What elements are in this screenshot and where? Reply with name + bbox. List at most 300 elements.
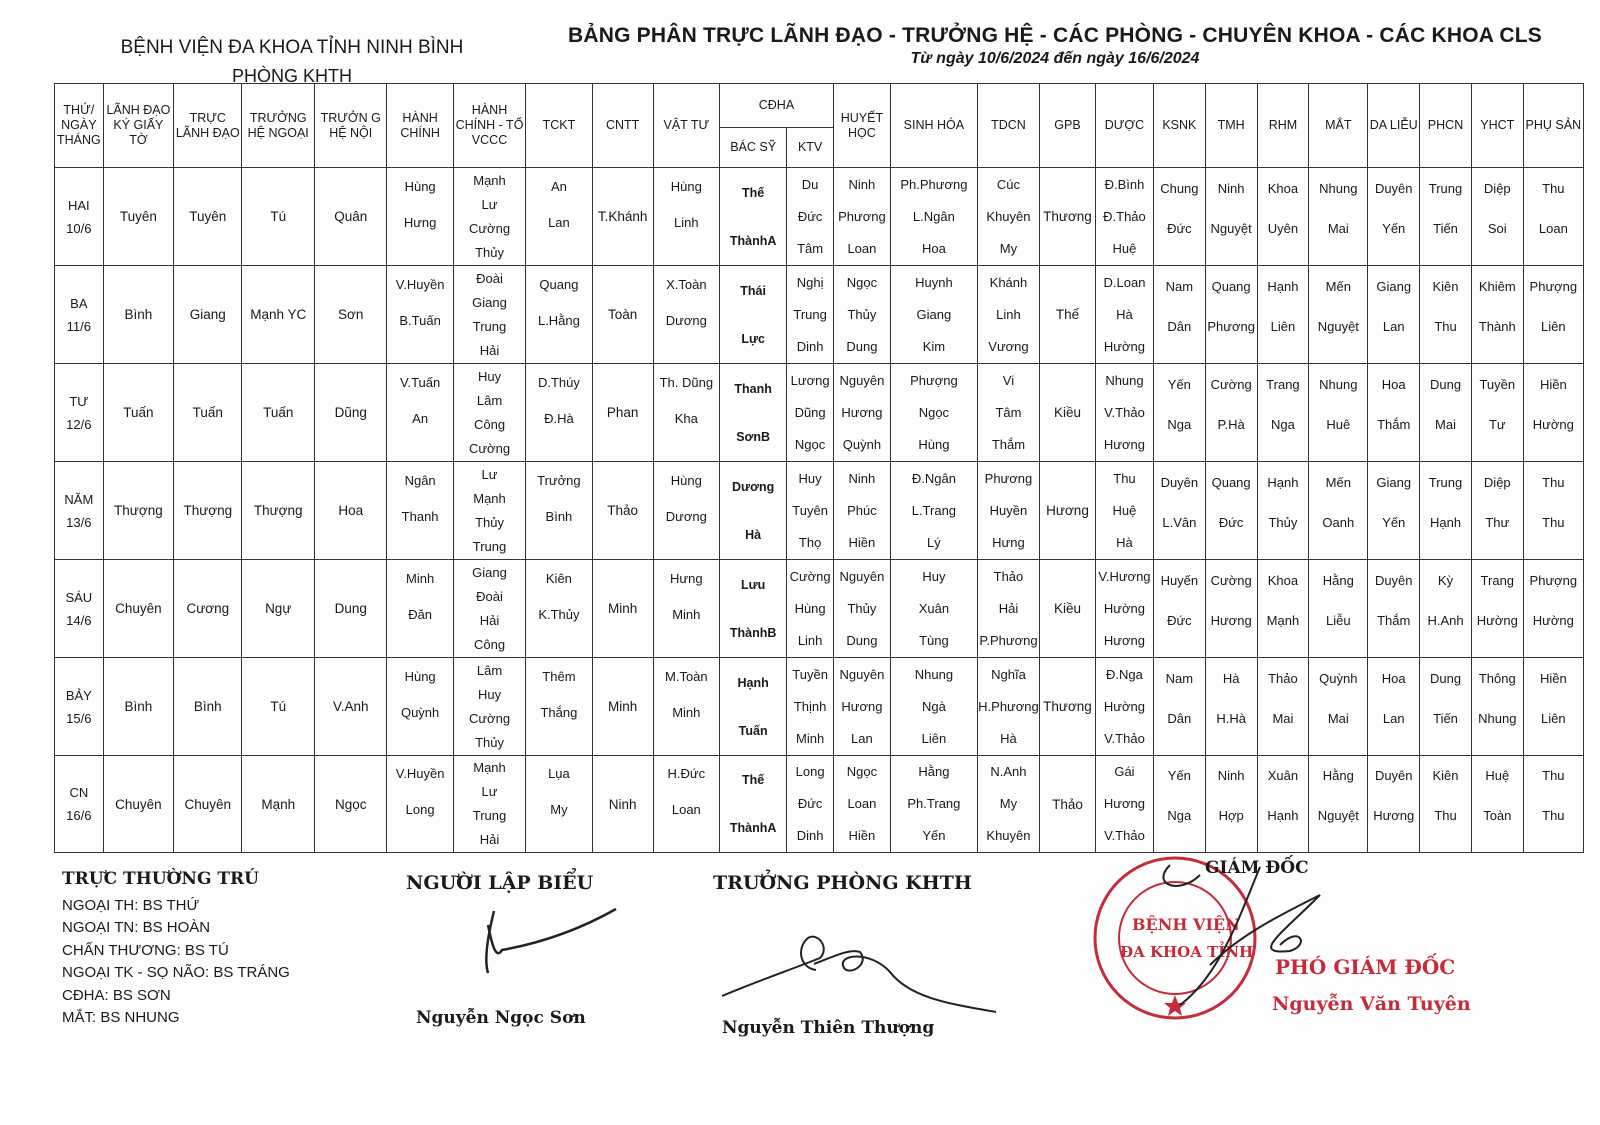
cell-day-name: CN [69,785,89,800]
cell-hanh_chinh_vccc-entry: Giang [472,294,507,310]
cell-cdha_bs-entry: Dương [732,479,775,494]
cell-mat [1309,364,1368,462]
cell-rhm [1257,168,1309,266]
cell-da_lieu [1368,756,1420,853]
cell-hanh_chinh-entry: B.Tuấn [399,312,441,328]
cell-mat-entry: Quỳnh [1319,670,1358,686]
cell-ksnk-entry: Đức [1167,612,1192,628]
cell-tckt-entry: Thêm [542,668,576,684]
cell-tdcn-entry: Huyền [989,502,1028,518]
cell-yhct-entry: Hường [1476,612,1518,628]
cell-hanh_chinh_vccc-entry: Hải [479,612,500,628]
cell-tmh-entry: H.Hà [1216,710,1246,726]
cell-phcn-entry: Kiên [1432,768,1459,783]
cell-truong_he_ngoai: Tú [242,168,315,266]
cell-tdcn-entry: My [999,240,1018,256]
cell-duoc-entry: Đ.Thảo [1103,208,1146,224]
cell-cntt: Toàn [592,266,653,364]
cell-da_lieu-entry: Yến [1382,220,1406,236]
cell-huyet_hoc-entry: Loan [847,796,877,811]
cell-tckt-entry: Lụa [548,766,570,781]
cell-ksnk-entry: Yến [1167,768,1191,783]
cell-mat-entry: Liễu [1326,612,1351,628]
cell-cdha_ktv-entry: Tâm [797,240,824,256]
cell-cdha_ktv-entry: Du [801,176,819,192]
department-head-title: TRƯỞNG PHÒNG KHTH [713,872,972,894]
cell-tmh-entry: Ninh [1217,180,1245,196]
cell-hanh_chinh_vccc-entry: Giang [472,564,507,580]
cell-rhm-entry: Hạnh [1267,278,1299,294]
cell-tdcn [977,168,1039,266]
cell-vat_tu-entry: Minh [672,704,701,720]
cell-huyet_hoc-entry: Ninh [848,176,876,192]
cell-tmh-entry: Cường [1210,572,1252,588]
cell-tckt [526,756,592,853]
cell-yhct [1471,266,1523,364]
cell-duoc [1095,364,1153,462]
cell-sinh_hoa-entry: Giang [916,306,952,322]
cell-huyet_hoc-entry: Hương [841,404,883,420]
cell-sinh_hoa-entry: Đ.Ngân [911,470,956,486]
cell-hanh_chinh_vccc-entry: Công [473,416,506,432]
table-row [55,560,1584,658]
table-row [55,658,1584,756]
cell-cdha_ktv-entry: Huy [798,470,822,486]
resident-duty-line: CĐHA: BS SƠN [62,986,171,1004]
cell-cdha_ktv [787,364,834,462]
cell-cdha_bs-entry: Thái [740,283,766,298]
cell-phcn-entry: Trung [1428,474,1463,490]
resident-duty-line: NGOẠI TK - SỌ NÃO: BS TRÁNG [62,964,290,981]
cell-da_lieu-entry: Hoa [1381,670,1406,686]
cell-tckt-entry: An [550,178,567,194]
cell-hanh_chinh_vccc-entry: Cường [468,710,511,726]
cell-phcn [1420,364,1472,462]
cell-rhm-entry: Thảo [1268,670,1298,686]
cell-ksnk-entry: Nam [1165,278,1194,294]
cell-rhm [1257,658,1309,756]
cell-yhct-entry: Diệp [1483,180,1511,196]
col-header-sinh-hoa: SINH HÓA [890,84,977,168]
cell-da_lieu [1368,560,1420,658]
cell-day-name: SÁU [65,589,93,605]
cell-yhct [1471,658,1523,756]
cell-phu_san [1523,462,1583,560]
cell-rhm [1257,756,1309,853]
cell-cdha_bs-entry: ThànhA [729,821,777,835]
cell-tdcn-entry: Hải [998,600,1019,616]
cell-hanh_chinh-entry: V.Huyền [395,766,445,781]
cell-day [55,168,104,266]
cell-duoc [1095,266,1153,364]
cell-da_lieu-entry: Lan [1382,710,1405,726]
cell-huyet_hoc [833,756,890,853]
cell-ksnk [1153,756,1205,853]
cell-ksnk-entry: Dân [1167,318,1192,334]
cell-hanh_chinh-entry: Đăn [408,606,433,622]
cell-hanh_chinh_vccc [453,364,526,462]
cell-sinh_hoa-entry: Phượng [910,372,958,388]
stamp-line-1: BỆNH VIỆN [1132,915,1240,934]
cell-da_lieu [1368,266,1420,364]
cell-vat_tu-entry: Loan [671,802,701,817]
cell-date: 13/6 [66,514,92,530]
cell-lanh_dao_ky: Tuyên [103,168,173,266]
cell-hanh_chinh-entry: Thanh [401,508,439,524]
cell-duoc-entry: Hà [1116,534,1133,550]
cell-cdha_ktv-entry: Cường [789,568,831,584]
cell-tmh-entry: Hà [1222,670,1240,686]
cell-yhct [1471,462,1523,560]
cell-da_lieu-entry: Lan [1382,318,1405,334]
hospital-header [92,34,492,90]
cell-phcn [1420,756,1472,853]
cell-cdha_bs-entry: SơnB [736,429,771,444]
cell-rhm-entry: Thủy [1268,514,1298,530]
cell-truc_lanh_dao: Tuấn [174,364,242,462]
cell-hanh_chinh_vccc-entry: Lư [481,466,498,482]
cell-phu_san-entry: Hường [1532,416,1574,432]
preparer-title: NGƯỜI LẬP BIỂU [406,872,594,894]
resident-duty-title: TRỰC THƯỜNG TRÚ [62,869,259,889]
cell-truong_he_ngoai: Mạnh [242,756,315,853]
cell-sinh_hoa-entry: Kim [922,338,946,354]
cell-yhct-entry: Trang [1480,572,1515,588]
department-name: PHÒNG KHTH [231,66,352,86]
cell-cdha_bs-entry: Thanh [734,381,772,396]
cell-cdha_bs [719,462,786,560]
cell-truong_he_noi: V.Anh [314,658,387,756]
col-header-vat-tu: VẬT TƯ [653,84,719,168]
cell-phu_san-entry: Liên [1541,318,1566,334]
cell-tmh-entry: Đức [1218,514,1244,530]
cell-da_lieu-entry: Thắm [1377,416,1411,432]
cell-tdcn-entry: P.Phương [979,632,1038,648]
cell-tdcn [977,658,1039,756]
cell-duoc-entry: Hà [1116,306,1133,322]
cell-tckt [526,168,592,266]
cell-cdha_ktv [787,756,834,853]
cell-sinh_hoa [890,462,977,560]
cell-sinh_hoa-entry: Liên [921,730,947,746]
cell-tdcn [977,462,1039,560]
cell-day [55,462,104,560]
cell-truong_he_ngoai: Mạnh YC [242,266,315,364]
cell-hanh_chinh_vccc-entry: Hải [479,832,500,847]
cell-yhct [1471,168,1523,266]
col-header-phcn: PHCN [1420,84,1472,168]
cell-hanh_chinh [387,266,453,364]
cell-ksnk [1153,560,1205,658]
cell-tckt [526,658,592,756]
col-header-cntt: CNTT [592,84,653,168]
cell-cntt: Minh [592,560,653,658]
cell-tmh-entry: Hương [1210,612,1252,628]
cell-ksnk-entry: Chung [1160,180,1199,196]
cell-sinh_hoa [890,560,977,658]
cell-da_lieu-entry: Giang [1376,278,1412,294]
cell-hanh_chinh [387,756,453,853]
cell-hanh_chinh_vccc [453,658,526,756]
cell-sinh_hoa [890,756,977,853]
cell-huyet_hoc-entry: Thủy [847,306,877,322]
cell-truc_lanh_dao: Tuyên [174,168,242,266]
cell-cdha_ktv [787,462,834,560]
col-header-cdha-ktv: KTV [787,128,834,168]
cell-da_lieu-entry: Hoa [1381,376,1406,392]
cell-mat-entry: Nguyệt [1317,808,1359,823]
cell-yhct-entry: Tuyền [1479,376,1516,392]
cell-cdha_bs [719,658,786,756]
cell-cdha_bs-entry: Hạnh [737,675,769,690]
cell-vat_tu [653,756,719,853]
cell-huyet_hoc [833,168,890,266]
schedule-body [55,168,1584,853]
cell-day-name: BẢY [65,687,92,703]
table-row [55,364,1584,462]
cell-cdha_ktv-entry: Long [795,764,825,779]
col-header-hanh-chinh-vccc: HÀNH CHÍNH - TỔ VCCC [453,84,526,168]
col-header-truong-he-ngoai: TRƯỞNG HỆ NGOẠI [242,84,315,168]
cell-vat_tu-entry: M.Toàn [665,668,708,684]
col-header-tdcn: TDCN [977,84,1039,168]
table-row [55,756,1584,853]
cell-phu_san [1523,560,1583,658]
cell-duoc-entry: V.Thảo [1104,404,1145,420]
cell-huyet_hoc-entry: Ngọc [846,764,878,779]
cell-hanh_chinh_vccc-entry: Huy [477,368,502,384]
col-header-hanh-chinh: HÀNH CHÍNH [387,84,453,168]
table-row [55,266,1584,364]
col-header-lanh-dao-ky: LÃNH ĐẠO KÝ GIẤY TỜ [103,84,173,168]
department-head-name: Nguyễn Thiên Thượng [722,1018,935,1038]
cell-tdcn [977,756,1039,853]
cell-phu_san-entry: Loan [1538,220,1568,236]
cell-vat_tu-entry: Th. Dũng [659,374,714,390]
resident-duty-line: MẮT: BS NHUNG [62,1009,180,1026]
cell-ksnk-entry: L.Vân [1162,514,1197,530]
cell-tckt [526,364,592,462]
cell-tdcn-entry: Khánh [989,274,1028,290]
cell-cdha_bs [719,266,786,364]
cell-truong_he_ngoai: Ngự [242,560,315,658]
cell-truong_he_noi: Ngọc [314,756,387,853]
cell-cdha_ktv-entry: Tuyền [792,666,828,682]
col-header-truong-he-noi: TRƯỞN G HỆ NỘI [314,84,387,168]
cell-cdha_bs [719,756,786,853]
cell-duoc-entry: Thu [1113,470,1136,486]
cell-duoc-entry: Đ.Nga [1106,666,1143,682]
cell-ksnk-entry: Duyên [1160,474,1199,490]
cell-date: 15/6 [66,710,92,726]
cell-sinh_hoa-entry: Huy [922,568,946,584]
cell-huyet_hoc-entry: Thủy [847,600,877,616]
cell-hanh_chinh-entry: Quỳnh [400,704,440,720]
cell-sinh_hoa-entry: Hoa [921,240,946,256]
cell-hanh_chinh_vccc-entry: Cường [468,440,511,456]
cell-cdha_bs-entry: Lực [741,331,765,346]
cell-rhm [1257,560,1309,658]
cell-rhm-entry: Nga [1270,416,1295,432]
cell-duoc [1095,658,1153,756]
cell-phcn-entry: Hạnh [1429,514,1462,530]
cell-cdha_bs-entry: ThànhA [729,233,777,248]
cell-hanh_chinh_vccc-entry: Thủy [475,734,504,750]
cell-duoc-entry: Huệ [1112,240,1137,256]
cell-sinh_hoa-entry: Hùng [918,436,950,452]
cell-yhct-entry: Soi [1487,220,1507,236]
cell-sinh_hoa-entry: Hằng [918,764,950,779]
cell-ksnk [1153,364,1205,462]
cell-rhm-entry: Khoa [1267,572,1299,588]
cell-tckt-entry: Thắng [540,704,578,720]
cell-tckt-entry: Quang [539,276,579,292]
cell-phu_san-entry: Thu [1542,474,1565,490]
cell-hanh_chinh_vccc-entry: Cường [468,220,511,236]
cell-cdha_ktv-entry: Trung [793,306,827,322]
cell-gpb: Thảo [1040,756,1096,853]
cell-cntt: Phan [592,364,653,462]
cell-mat-entry: Nguyệt [1317,318,1359,334]
cell-hanh_chinh-entry: V.Huyền [395,276,445,292]
cell-da_lieu [1368,168,1420,266]
cell-sinh_hoa-entry: Huynh [915,274,953,290]
col-header-tckt: TCKT [526,84,592,168]
cell-cdha_ktv-entry: Thịnh [793,698,827,714]
cell-cdha_ktv [787,266,834,364]
cell-lanh_dao_ky: Chuyên [103,756,173,853]
cell-vat_tu [653,560,719,658]
cell-hanh_chinh_vccc-entry: Hải [479,342,500,358]
cell-phcn-entry: Kiên [1432,278,1459,294]
cell-ksnk-entry: Nga [1167,416,1192,432]
cell-hanh_chinh-entry: Hùng [404,178,436,194]
deputy-director-title: PHÓ GIÁM ĐỐC [1275,955,1456,979]
cell-cntt: Minh [592,658,653,756]
cell-duoc-entry: D.Loan [1103,274,1146,290]
cell-phcn-entry: Thu [1434,808,1457,823]
cell-hanh_chinh_vccc-entry: Huy [477,686,502,702]
cell-duoc-entry: V.Hương [1098,568,1151,584]
cell-hanh_chinh_vccc [453,462,526,560]
cell-phcn [1420,560,1472,658]
cell-sinh_hoa-entry: Nhung [914,666,954,682]
cell-phu_san [1523,658,1583,756]
cell-mat-entry: Mến [1325,474,1351,490]
cell-rhm-entry: Mạnh [1266,612,1300,628]
cell-huyet_hoc [833,560,890,658]
cell-hanh_chinh_vccc-entry: Công [473,636,506,652]
cell-gpb: Kiều [1040,560,1096,658]
cell-tmh-entry: Quang [1211,474,1251,490]
cell-truong_he_noi: Quân [314,168,387,266]
table-row [55,462,1584,560]
cell-duoc [1095,756,1153,853]
cell-mat-entry: Mai [1327,220,1349,236]
cell-ksnk [1153,266,1205,364]
cell-duoc-entry: Hường [1103,698,1145,714]
cell-huyet_hoc-entry: Loan [847,240,877,256]
col-header-ksnk: KSNK [1153,84,1205,168]
cell-sinh_hoa-entry: L.Trang [911,502,957,518]
cell-da_lieu-entry: Thắm [1377,612,1411,628]
cell-tdcn-entry: Khuyên [986,208,1031,224]
cell-truong_he_ngoai: Tuấn [242,364,315,462]
cell-phcn [1420,168,1472,266]
cell-sinh_hoa-entry: Ngà [921,698,946,714]
cell-mat [1309,266,1368,364]
cell-hanh_chinh [387,364,453,462]
cell-tmh [1205,364,1257,462]
cell-yhct-entry: Thư [1485,514,1510,530]
cell-tdcn [977,560,1039,658]
cell-duoc-entry: Gái [1114,764,1135,779]
cell-tdcn [977,364,1039,462]
cell-day [55,756,104,853]
cell-rhm [1257,462,1309,560]
cell-da_lieu-entry: Giang [1376,474,1412,490]
cell-mat-entry: Mến [1325,278,1351,294]
cell-tdcn-entry: My [999,796,1018,811]
cell-tmh-entry: Phương [1207,318,1255,334]
cell-hanh_chinh_vccc-entry: Thủy [475,514,504,530]
cell-cdha_ktv-entry: Đức [797,796,823,811]
cell-ksnk-entry: Đức [1167,220,1192,236]
cell-cdha_bs [719,168,786,266]
cell-cdha_bs-entry: ThànhB [729,625,777,640]
cell-hanh_chinh [387,462,453,560]
cell-tdcn-entry: N.Anh [990,764,1027,779]
cell-hanh_chinh-entry: Long [405,802,435,817]
cell-mat [1309,658,1368,756]
cell-hanh_chinh-entry: Ngân [404,472,436,488]
cell-day-name: NĂM [64,491,94,507]
cell-cdha_bs-entry: Thế [742,185,765,200]
cell-day [55,266,104,364]
cell-da_lieu-entry: Duyên [1374,768,1413,783]
cell-sinh_hoa-entry: Ngọc [918,404,950,420]
cell-vat_tu-entry: Hùng [670,472,702,488]
cell-tmh [1205,266,1257,364]
document-title: BẢNG PHÂN TRỰC LÃNH ĐẠO - TRƯỞNG HỆ - CÁC PHÒNG - CHUYÊN KHOA - CÁC KHOA CLS [567,24,1543,47]
cell-rhm-entry: Uyên [1267,220,1299,236]
cell-duoc-entry: Hường [1103,338,1145,354]
cell-hanh_chinh_vccc-entry: Trung [472,808,507,823]
cell-vat_tu [653,168,719,266]
cell-tdcn-entry: Vương [988,338,1029,354]
cell-truc_lanh_dao: Thượng [174,462,242,560]
cell-phcn-entry: Tiến [1433,220,1458,236]
cell-sinh_hoa-entry: Lý [927,534,941,550]
cell-truong_he_noi: Hoa [314,462,387,560]
cell-tdcn-entry: Thảo [993,568,1024,584]
cell-da_lieu [1368,462,1420,560]
cell-hanh_chinh-entry: An [412,410,429,426]
cell-phu_san-entry: Liên [1541,710,1566,726]
cell-hanh_chinh_vccc-entry: Đoài [476,270,503,286]
cell-vat_tu-entry: Linh [674,214,699,230]
cell-vat_tu [653,462,719,560]
cell-truong_he_ngoai: Tú [242,658,315,756]
cell-vat_tu-entry: Hùng [670,178,702,194]
cell-rhm-entry: Liên [1270,318,1296,334]
cell-vat_tu-entry: Dương [665,508,707,524]
cell-hanh_chinh-entry: Minh [406,570,435,586]
cell-huyet_hoc-entry: Quỳnh [842,436,882,452]
cell-duoc-entry: Hương [1103,796,1145,811]
cell-sinh_hoa [890,364,977,462]
deputy-director-name: Nguyễn Văn Tuyên [1272,993,1471,1015]
